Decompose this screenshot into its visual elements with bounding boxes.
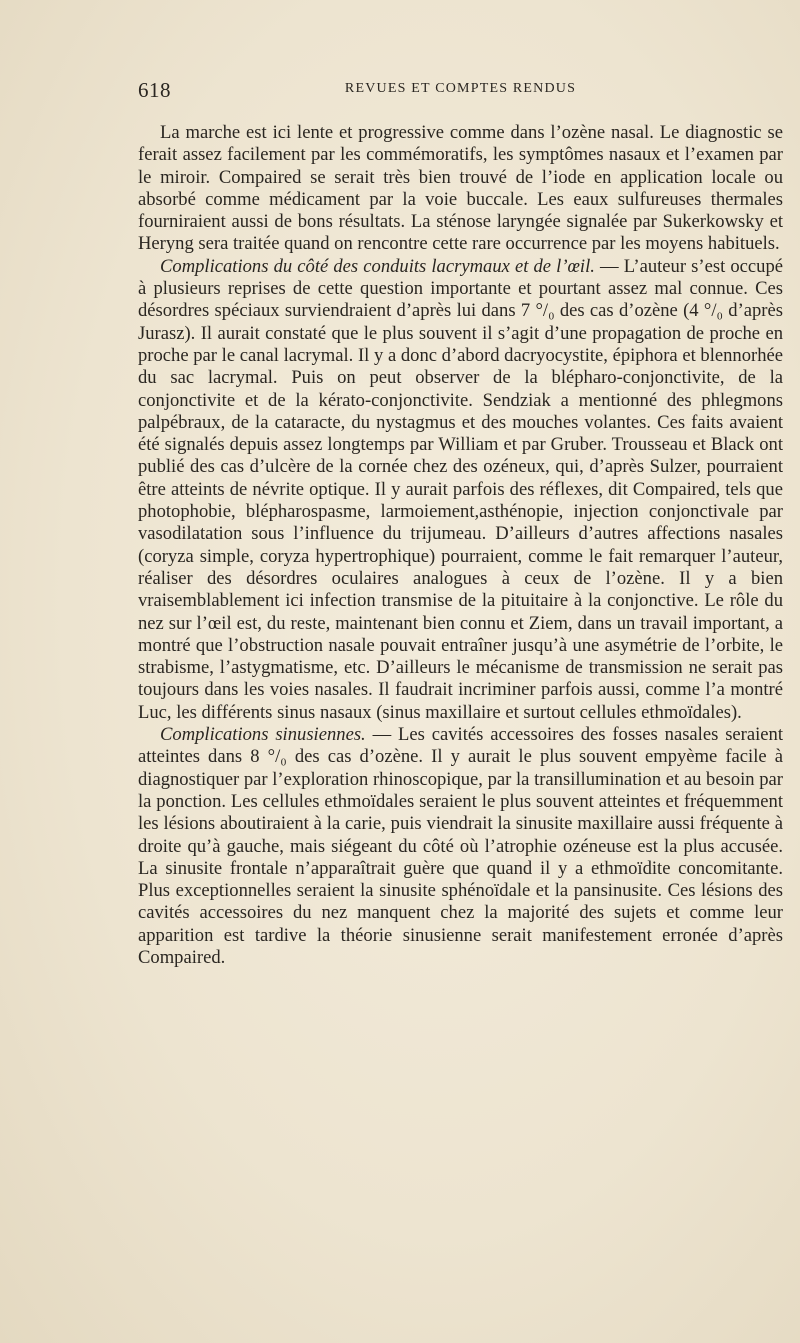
running-title: REVUES ET COMPTES RENDUS bbox=[344, 81, 577, 96]
paragraph-text: — L’auteur s’est occupé à plusieurs reprises de cette question importante et pourtant assez mal connue. Ces désordres spéciaux surviendraient d’après lui dans 7 °/₀ des cas d’ozène (4 °/₀ d’après Jurasz). Il aurait constaté que le plus souvent il s’agit d’une propagation de proche en proche par le canal lacrymal. Il y a donc d’abord dacryocystite, épiphora et blennorhée du sac lacrymal. Puis on peut observer de la blépharo-conjonctivite, de la conjonctivite et de la kérato-conjonctivite. Sendziak a mentionné des phlegmons palpébraux, de la cataracte, du nystagmus et des mouches volantes. Ces faits avaient été signalés depuis assez longtemps par William et par Gruber. Trousseau et Black ont publié des cas d’ulcère de la cornée chez des ozéneux, qui, d’après Sulzer, pourraient être atteints de névrite optique. Il y aurait parfois des réflexes, dit Compaired, tels que photophobie, blépharospasme, larmoiement,asthénopie, injection conjonctivale par vasodilatation sous l’influence du trijumeau. D’ailleurs d’autres affections nasales (coryza simple, coryza hypertrophique) pourraient, comme le fait remarquer l’auteur, réaliser des désordres oculaires analogues à ceux de l’ozène. Il y a bien vraisemblablement ici infection transmise de la pituitaire à la conjonctive. Le rôle du nez sur l’œil est, du reste, maintenant bien connu et Ziem, dans un travail important, a montré que l’obstruction nasale pouvait entraîner jusqu’à une asymétrie de l’orbite, le strabisme, l’astygmatisme, etc. D’ailleurs le mécanisme de transmission ne serait pas toujours dans les voies nasales. Il faudrait incriminer parfois aussi, comme l’a montré Luc, les différents sinus nasaux (sinus maxillaire et surtout cellules ethmoïdales). bbox=[138, 255, 783, 723]
body-text bbox=[138, 122, 783, 969]
page-header bbox=[138, 78, 783, 102]
paragraph-text: — Les cavités accessoires des fosses nasales seraient atteintes dans 8 °/₀ des cas d’ozène. Il y aurait le plus souvent empyème facile à diagnostiquer par l’exploration rhinoscopique, par la transillumination et au besoin par la ponction. Les cellules ethmoïdales seraient le plus souvent atteintes et fréquemment les lésions aboutiraient à la carie, puis viendrait la sinusite maxillaire aussi fréquente à droite qu’à gauche, mais siégeant du côté où l’atrophie ozéneuse est la plus accusée. La sinusite frontale n’apparaîtrait guère que quand il y a ethmoïdite concomitante. Plus exceptionnelles seraient la sinusite sphénoïdale et la pansinusite. Ces lésions des cavités accessoires du nez manquent chez la majorité des sujets et comme leur apparition est tardive la théorie sinusienne serait manifestement erronée d’après Compaired. bbox=[138, 724, 784, 968]
page-number: 618 bbox=[138, 78, 171, 102]
paragraph-sinus-complications bbox=[138, 724, 783, 969]
section-heading: Complications sinusiennes. bbox=[160, 724, 366, 746]
paragraph-intro bbox=[138, 122, 783, 256]
section-heading: Complications du côté des conduits lacrymaux et de l’œil. bbox=[160, 255, 595, 277]
paragraph-lacrymal-complications bbox=[138, 256, 783, 724]
paragraph-text: La marche est ici lente et progressive comme dans l’ozène nasal. Le diagnostic se ferait assez facilement par les commémoratifs, les symptômes nasaux et l’examen par le miroir. Compaired se serait très bien trouvé de l’iode en application locale ou absorbé comme médicament par la voie buccale. Les eaux sulfureuses thermales fourniraient aussi de bons résultats. La sténose laryngée signalée par Sukerkowsky et Heryng sera traitée quand on rencontre cette rare occurrence par les moyens habituels. bbox=[138, 122, 783, 255]
